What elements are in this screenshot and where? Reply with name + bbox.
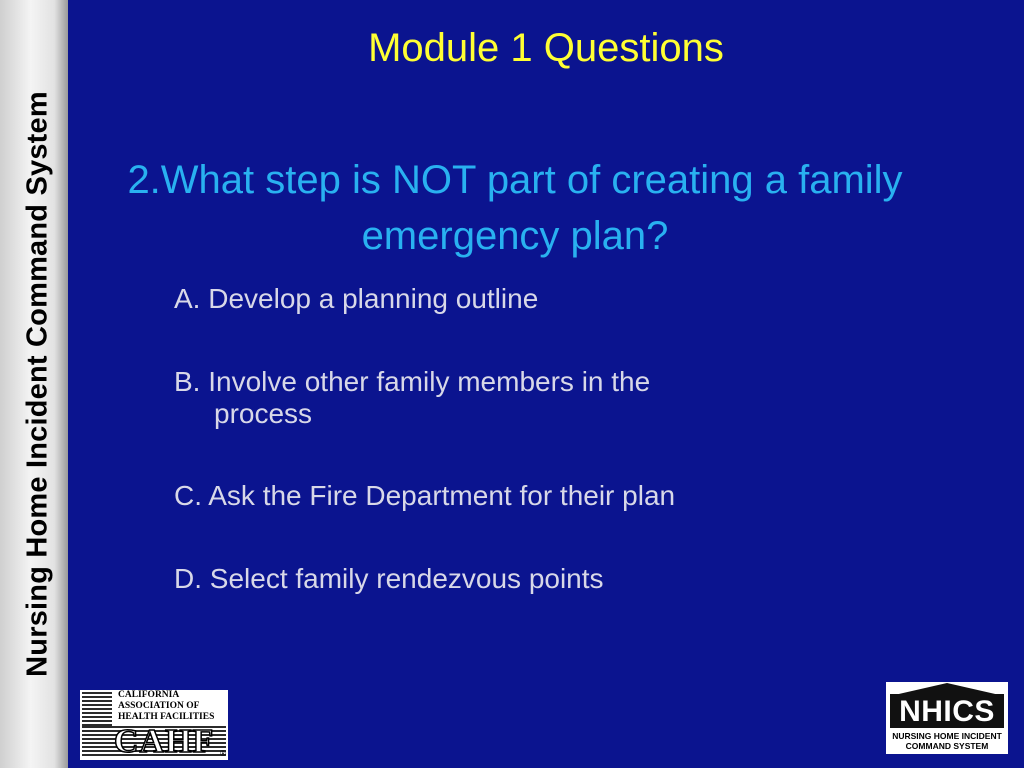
nhics-logo-caption-line2: COMMAND SYSTEM <box>905 741 989 751</box>
answer-option-c: C. Ask the Fire Department for their plan <box>174 480 676 511</box>
answer-option-b-line2: process <box>214 398 313 429</box>
cahf-logo-mark: CAHF <box>114 723 215 760</box>
sidebar-banner <box>0 0 68 768</box>
sidebar-title: Nursing Home Incident Command System <box>21 91 54 677</box>
answer-option-a: A. Develop a planning outline <box>174 283 539 314</box>
question-text: 2.What step is NOT part of creating a family emergency plan? <box>127 158 903 258</box>
slide-title: Module 1 Questions <box>368 26 724 70</box>
nhics-logo <box>886 682 1008 754</box>
cahf-logo-caption: CALIFORNIA ASSOCIATION OF HEALTH FACILITIES <box>118 690 215 722</box>
nhics-logo-caption-line1: NURSING HOME INCIDENT <box>892 731 1002 741</box>
answer-option-b <box>174 366 854 430</box>
answer-option-d: D. Select family rendezvous points <box>174 563 604 594</box>
nhics-logo-mark: NHICS <box>899 695 995 728</box>
answer-option-b-line1: B. Involve other family members in the <box>174 366 651 397</box>
cahf-registered-mark: ® <box>220 749 226 758</box>
cahf-logo <box>80 690 228 760</box>
